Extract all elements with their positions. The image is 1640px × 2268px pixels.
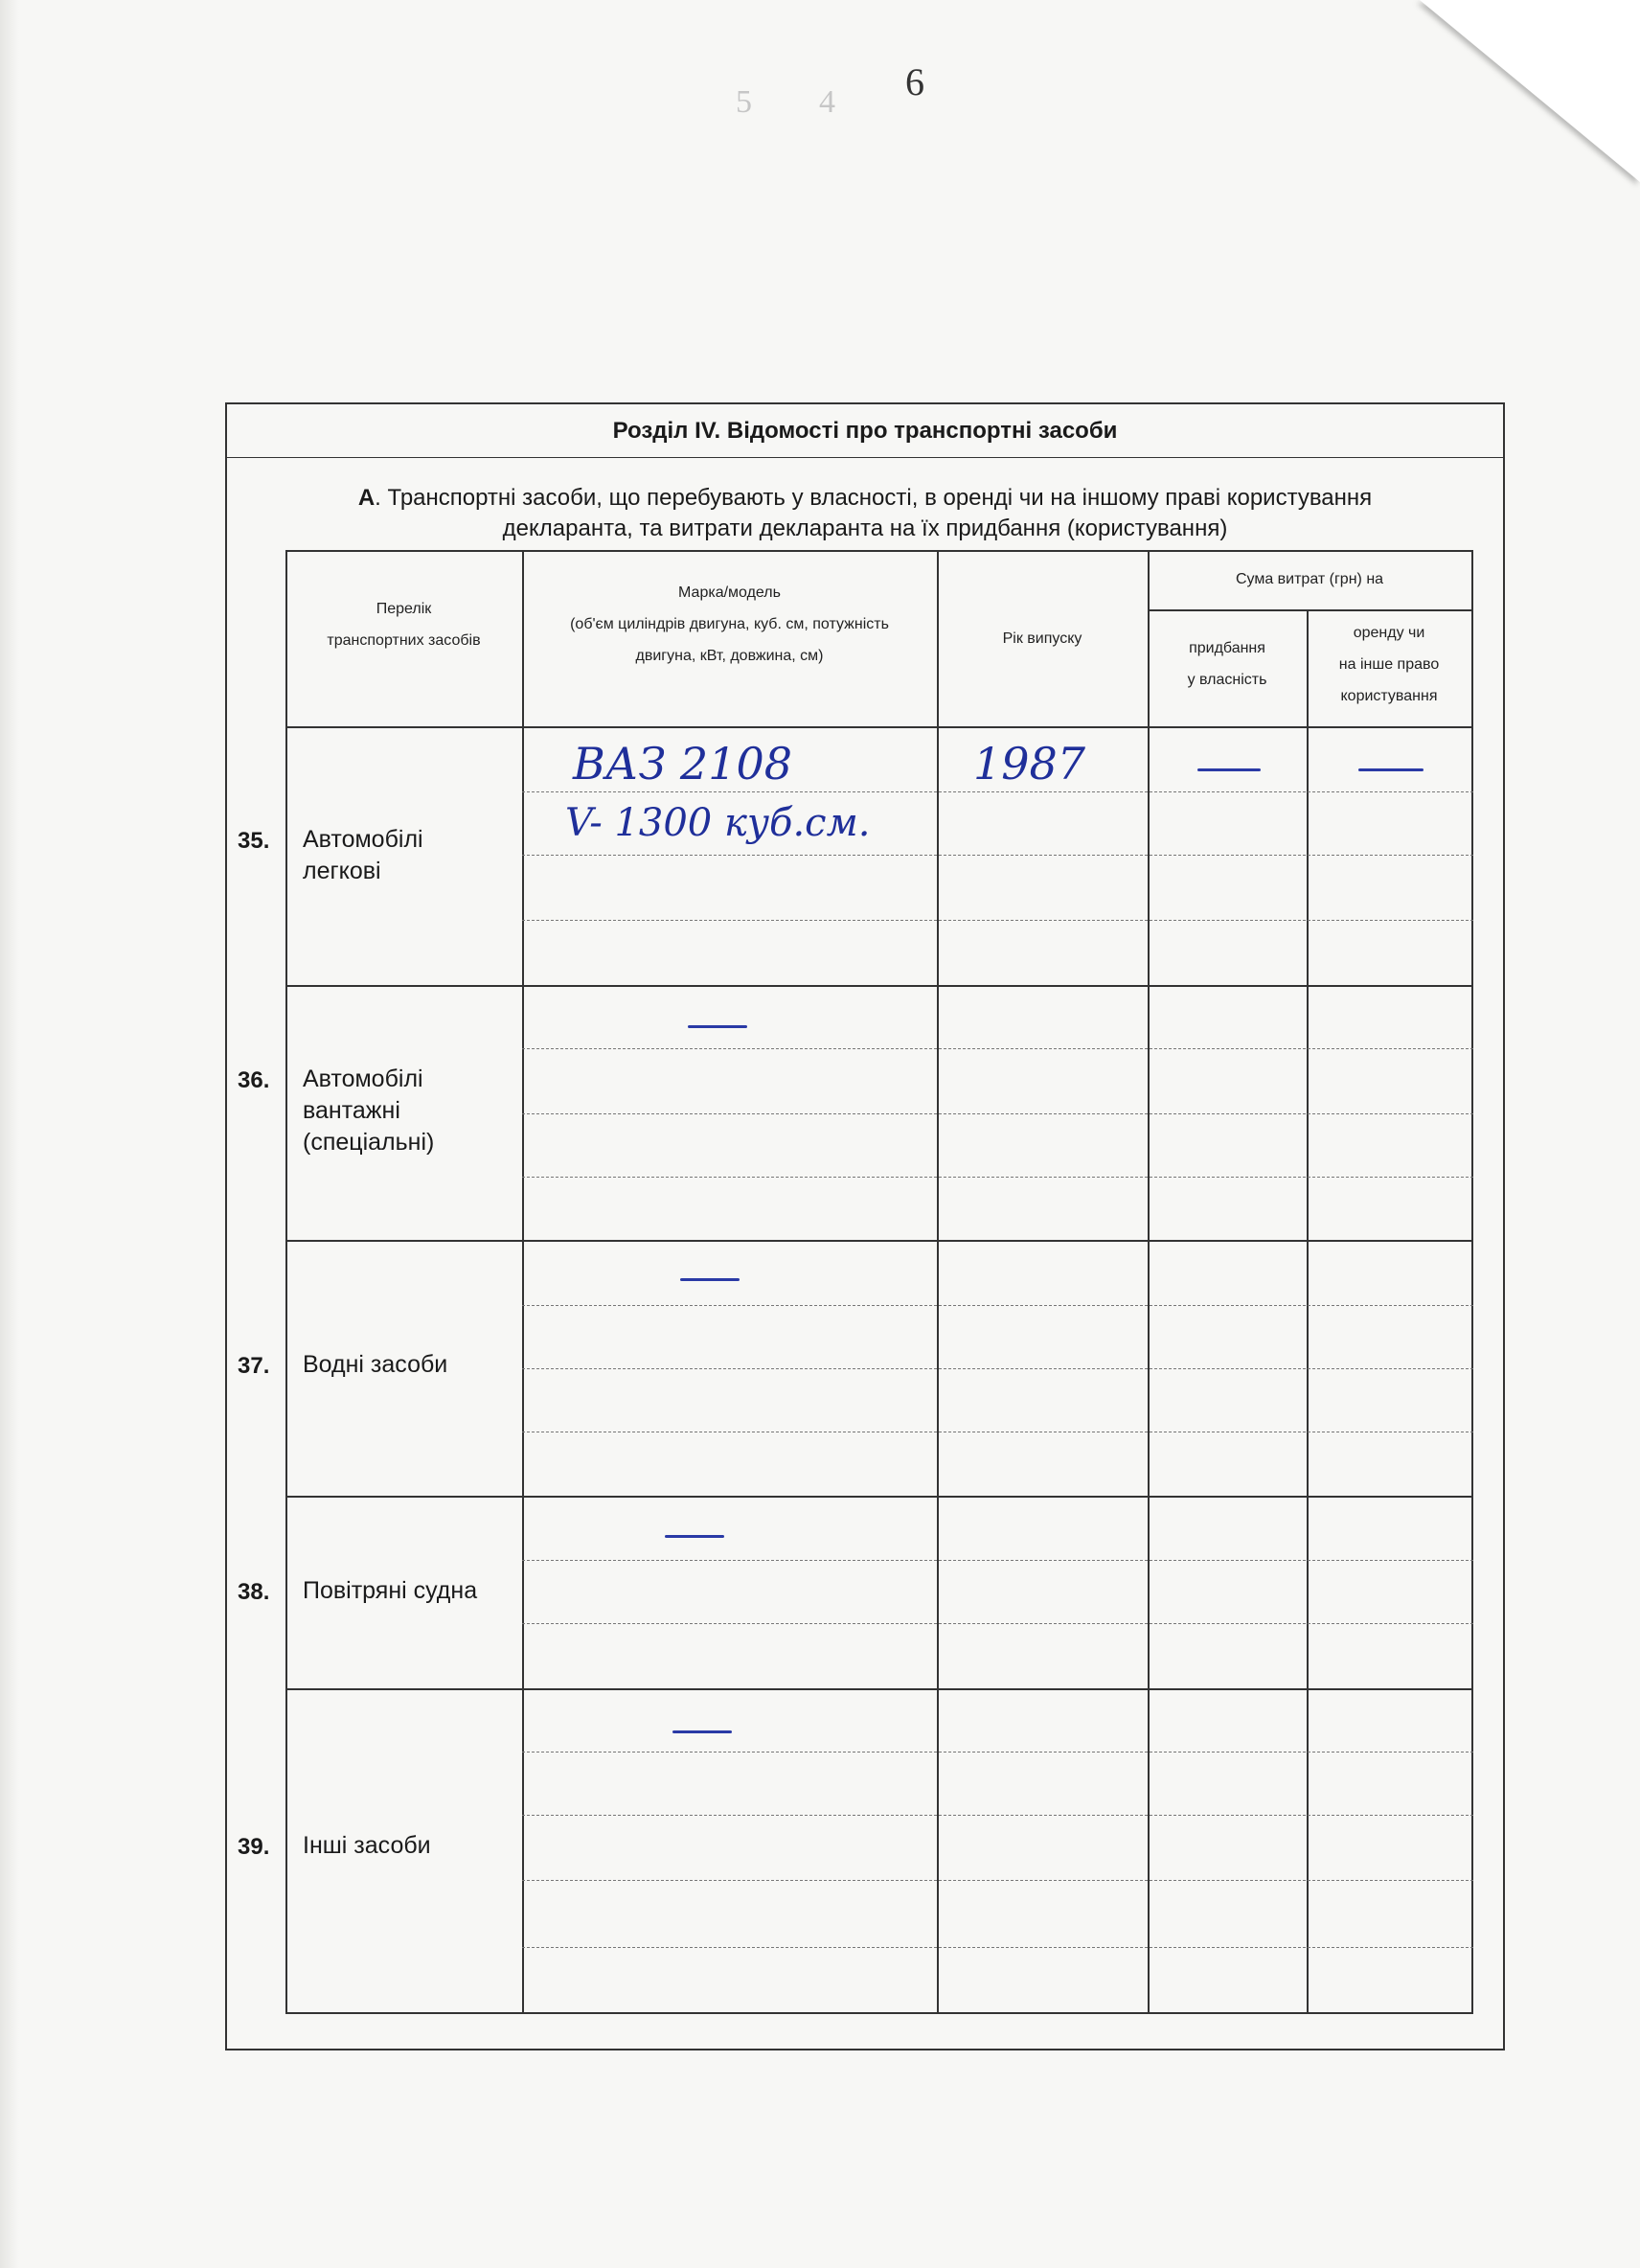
handwritten-dash-trucks <box>688 1025 747 1028</box>
handwritten-dash-purchase <box>1197 768 1261 771</box>
bleed-through-number: 4 <box>819 84 835 120</box>
row-label-water-vessels: Водні засоби <box>303 1351 448 1378</box>
subtitle-letter: А <box>357 485 376 511</box>
handwritten-dash-aircraft <box>665 1535 724 1538</box>
row-number-35: 35. <box>238 828 270 854</box>
row-number-38: 38. <box>238 1579 270 1605</box>
handwritten-dash-other <box>672 1730 732 1733</box>
row-number-37: 37. <box>238 1353 270 1379</box>
header-expenses-group: Сума витрат (грн) на <box>1235 571 1384 587</box>
header-make-model: Марка/модель (об'єм циліндрів двигуна, куб. см, потужність двигуна, кВт, довжина, см) <box>570 584 889 664</box>
page-number: 6 <box>905 60 924 103</box>
handwritten-year: 1987 <box>973 738 1086 790</box>
row-number-36: 36. <box>238 1067 270 1093</box>
scan-edge-shadow <box>0 0 19 2268</box>
section-subtitle <box>227 483 1503 544</box>
handwritten-engine-volume: V- 1300 куб.см. <box>565 801 871 845</box>
row-number-39: 39. <box>238 1834 270 1860</box>
row-label-trucks: Автомобілі вантажні (спеціальні) <box>303 1065 435 1156</box>
header-year: Рік випуску <box>1002 630 1082 647</box>
row-label-other-vehicles: Інші засоби <box>303 1832 431 1859</box>
row-label-aircraft: Повітряні судна <box>303 1577 478 1604</box>
handwritten-car-model: ВАЗ 2108 <box>573 738 792 790</box>
handwritten-dash-water <box>680 1278 740 1281</box>
row-label-passenger-cars: Автомобілі легкові <box>303 826 423 884</box>
handwritten-dash-rent <box>1358 768 1424 771</box>
folded-corner <box>1420 0 1640 182</box>
header-rent: оренду чи на інше право користування <box>1338 625 1440 704</box>
section-title: Розділ IV. Відомості про транспортні засоби <box>227 404 1503 458</box>
transport-table <box>238 550 1473 2014</box>
subtitle-line-2: декларанта, та витрати декларанта на їх придбання (користування) <box>502 515 1228 541</box>
bleed-through-number: 5 <box>736 84 752 120</box>
header-purchase: придбання у власність <box>1187 640 1267 688</box>
subtitle-line-1: . Транспортні засоби, що перебувають у власності, в оренді чи на іншому праві користування <box>375 485 1373 511</box>
header-vehicle-list: Перелік транспортних засобів <box>327 601 481 649</box>
